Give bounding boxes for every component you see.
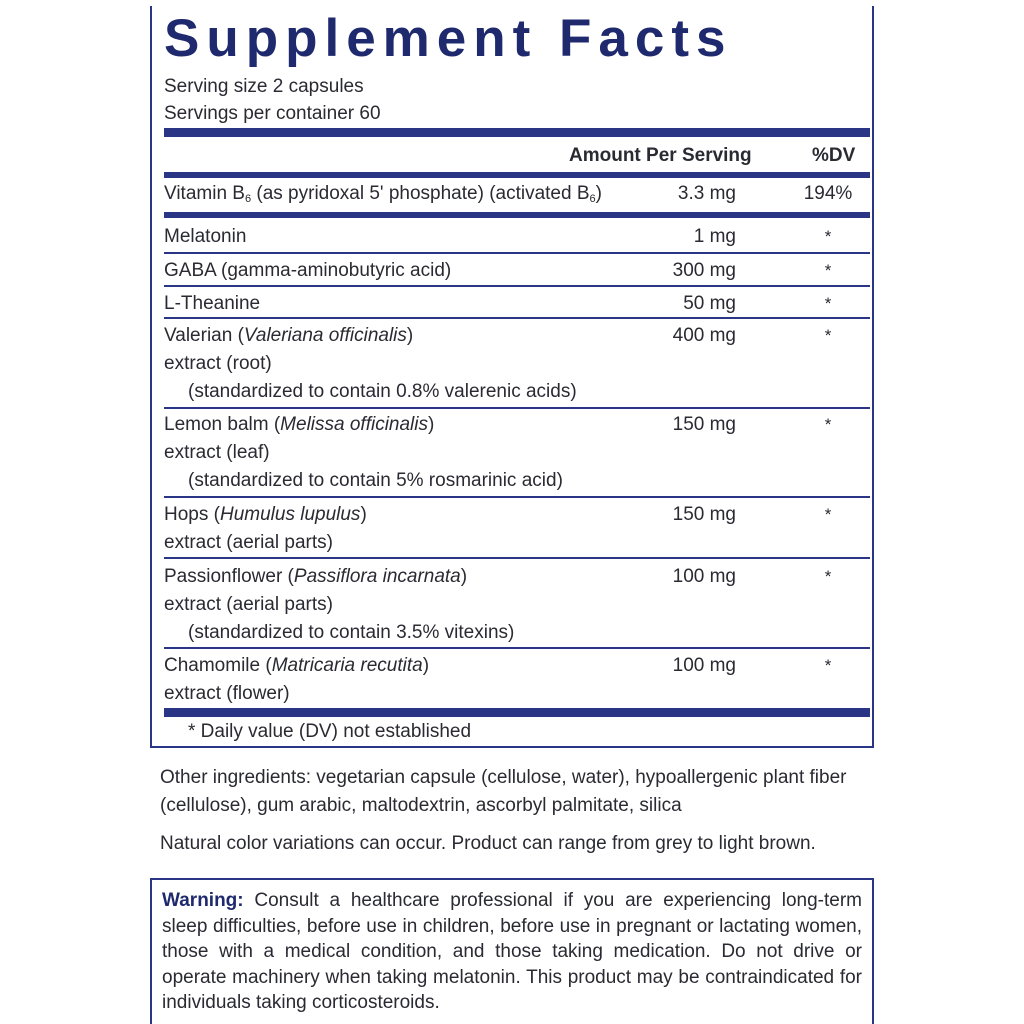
- ingredient-amount: 100 mg: [672, 655, 736, 676]
- ingredient-dv: *: [824, 505, 832, 524]
- latin-name: Melissa officinalis: [280, 414, 428, 435]
- row-divider: [164, 647, 870, 649]
- header-divider: [164, 172, 870, 178]
- ingredient-part: extract (leaf): [164, 442, 270, 463]
- row-divider: [164, 557, 870, 559]
- ingredient-part: extract (aerial parts): [164, 594, 333, 615]
- row-divider: [164, 285, 870, 287]
- ingredient-amount: 1 mg: [693, 226, 736, 247]
- nutrient-dv: 194%: [803, 183, 853, 204]
- ingredient-name: Passionflower (Passiflora incarnata) extract (aerial parts) (standardized to contain 3.5% vitexins): [164, 563, 514, 647]
- thick-divider: [164, 128, 870, 137]
- ingredient-part: extract (root): [164, 353, 272, 374]
- natural-color-note: Natural color variations can occur. Product can range from grey to light brown.: [160, 833, 816, 854]
- warning-text: [162, 888, 862, 1016]
- latin-name: Passiflora incarnata: [293, 566, 461, 587]
- warning-label: Warning:: [162, 890, 244, 911]
- dv-header: %DV: [812, 145, 856, 166]
- latin-name: Matricaria recutita: [271, 655, 423, 676]
- ingredient-name: Hops (Humulus lupulus) extract (aerial parts): [164, 501, 367, 557]
- warning-body: Consult a healthcare professional if you are experiencing long-term sleep difficulties, before use in children, before use in pregnant or lactating women, those with a medical condition, and those taking medication. Do not drive or operate machinery when taking melatonin. This product may be contraindicated for individuals taking corticosteroids.: [162, 890, 862, 1013]
- latin-name: Humulus lupulus: [219, 504, 361, 525]
- ingredient-dv: *: [824, 326, 832, 345]
- ingredient-name: Chamomile (Matricaria recutita) extract (flower): [164, 652, 429, 708]
- ingredient-dv: *: [824, 415, 832, 434]
- other-ingredients: Other ingredients: vegetarian capsule (cellulose, water), hypoallergenic plant fiber (cellulose), gum arabic, maltodextrin, ascorbyl palmitate, silica: [160, 767, 847, 816]
- row-divider: [164, 407, 870, 409]
- ingredient-amount: 50 mg: [683, 293, 736, 314]
- bottom-thick-divider: [164, 708, 870, 717]
- ingredient-amount: 150 mg: [672, 414, 736, 435]
- standardization-note: (standardized to contain 3.5% vitexins): [188, 622, 515, 643]
- ingredient-dv: *: [824, 567, 832, 586]
- warning-box: [150, 878, 874, 1024]
- row-divider: [164, 496, 870, 498]
- standardization-note: (standardized to contain 0.8% valerenic acids): [188, 381, 577, 402]
- ingredient-part: extract (aerial parts): [164, 532, 333, 553]
- ingredient-name: Valerian (Valeriana officinalis) extract (root) (standardized to contain 0.8% valerenic acids): [164, 322, 577, 406]
- ingredient-name: Melatonin: [164, 226, 247, 247]
- row-divider: [164, 317, 870, 319]
- amount-per-serving-header: Amount Per Serving: [569, 145, 752, 166]
- standardization-note: (standardized to contain 5% rosmarinic acid): [188, 470, 563, 491]
- serving-size: Serving size 2 capsules: [164, 76, 364, 97]
- ingredient-part: extract (flower): [164, 683, 290, 704]
- ingredient-name: Lemon balm (Melissa officinalis) extract (leaf) (standardized to contain 5% rosmarinic acid): [164, 411, 563, 495]
- nutrient-name: Vitamin $B_6$ (as pyridoxal 5' phosphate) (activated $B_6$): [164, 183, 602, 205]
- ingredient-name: GABA (gamma-aminobutyric acid): [164, 260, 452, 281]
- ingredient-name: L-Theanine: [164, 293, 261, 314]
- ingredient-amount: 100 mg: [672, 566, 736, 587]
- ingredient-amount: 150 mg: [672, 504, 736, 525]
- ingredient-amount: 300 mg: [672, 260, 736, 281]
- nutrient-amount: 3.3 mg: [677, 183, 736, 204]
- latin-name: Valeriana officinalis: [243, 325, 407, 346]
- panel-title: Supplement Facts: [164, 9, 733, 68]
- dv-footnote: * Daily value (DV) not established: [188, 721, 472, 742]
- ingredient-dv: *: [824, 294, 832, 313]
- vitamin-divider: [164, 212, 870, 218]
- ingredient-dv: *: [824, 261, 832, 280]
- row-divider: [164, 252, 870, 254]
- servings-per-container: Servings per container 60: [164, 103, 381, 124]
- ingredient-dv: *: [824, 656, 832, 675]
- supplement-facts-panel: [150, 6, 874, 748]
- ingredient-dv: *: [824, 227, 832, 246]
- ingredient-amount: 400 mg: [672, 325, 736, 346]
